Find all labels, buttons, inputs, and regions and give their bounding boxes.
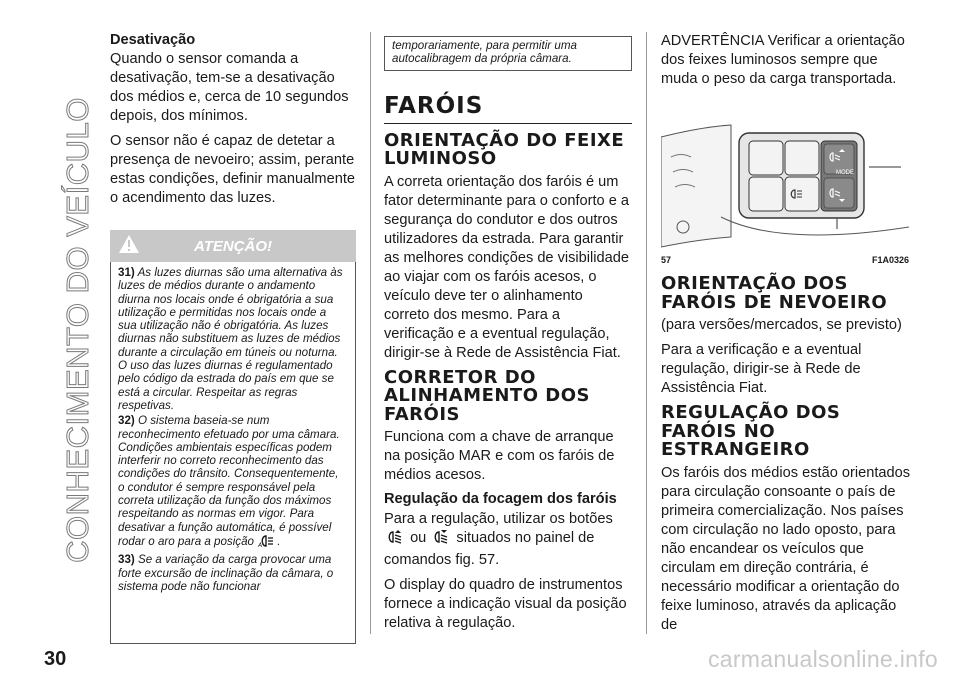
figure-57	[661, 97, 909, 265]
warning-note-31	[118, 266, 348, 412]
headlight-up-icon	[384, 529, 406, 551]
text: Para a regulação, utilizar os botões	[384, 511, 613, 528]
paragraph: Os faróis dos médios estão orientados para circulação consoante o país de primeira comercialização. Nos países com circulação no lado oposto, para não encandear os veículos que circulam em direção contrária, é necessário modificar a orientação do feixe luminoso, através da aplicação de	[661, 464, 911, 633]
column-2	[384, 32, 632, 639]
text: ou	[410, 530, 427, 547]
control-panel-illustration	[661, 97, 909, 255]
watermark: carmanualsonline.info	[707, 646, 938, 672]
note-text: Se a variação da carga provocar uma forte excursão de inclinação da câmara, o sistema pode não funcionar	[118, 553, 334, 593]
warning-box	[110, 262, 356, 644]
warning-label: ATENÇÃO!	[193, 237, 273, 255]
section-heading: ORIENTAÇÃO DO FEIXE LUMINOSO	[384, 129, 625, 170]
note-number: 32)	[118, 414, 135, 428]
note-text: As luzes diurnas são uma alternativa às luzes de médios durante o andamento diurna nos locais onde é obrigatória a sua utilização e permitidas nos locais onde a sua utilização não é obrigatória. As luzes diurnas não substituem as luzes de médios durante a circulação em túneis ou noturna. O uso das luzes diurnas é regulamentado pelo código da estrada do país em que se está a circular. Respeitar as regras respetivas.	[118, 266, 343, 412]
paragraph: Funciona com a chave de arranque na posição MAR e com os faróis de médios acesos.	[384, 429, 615, 484]
section-heading: REGULAÇÃO DOS FARÓIS NO ESTRANGEIRO	[661, 402, 841, 460]
paragraph: Para a verificação e a eventual regulação, dirigir-se à Rede de Assistência Fiat.	[661, 342, 862, 396]
warning-box-continuation	[384, 36, 632, 71]
subheading: Regulação da focagem dos faróis	[384, 491, 617, 508]
paragraph	[384, 510, 632, 570]
section-heading: CORRETOR DO ALINHAMENTO DOS FARÓIS	[384, 366, 590, 425]
figure-number: 57	[661, 255, 672, 265]
column-1	[110, 32, 356, 644]
headlight-down-icon	[430, 529, 452, 551]
section-heading: ORIENTAÇÃO DOS FARÓIS DE NEVOEIRO	[661, 273, 888, 313]
text: situados no painel de comandos fig. 57.	[384, 530, 595, 569]
paragraph: O display do quadro de instrumentos fornece a indicação visual da posição relativa à regulação.	[384, 577, 627, 632]
note-end: .	[277, 534, 281, 548]
note-text: temporariamente, para permitir uma autocalibragem da própria câmara.	[392, 39, 577, 66]
column-divider	[370, 32, 371, 634]
warning-triangle-icon	[118, 234, 140, 259]
paragraph: ADVERTÊNCIA Verificar a orientação dos feixes luminosos sempre que muda o peso da carga transportada.	[661, 33, 905, 87]
chapter-heading: FARÓIS	[384, 93, 632, 124]
note-number: 31)	[118, 266, 135, 279]
paragraph: (para versões/mercados, se previsto)	[661, 317, 902, 333]
chapter-title-text: CONHECIMENTO DO VEÍCULO	[60, 97, 95, 563]
paragraph: O sensor não é capaz de detetar a presença de nevoeiro; assim, perante estas condições, definir manualmente o acendimento das luzes.	[110, 133, 355, 206]
chapter-side-title	[58, 30, 98, 630]
svg-text:A: A	[258, 541, 263, 548]
figure-code: F1A0326	[871, 255, 909, 265]
heading-desativacao: Desativação	[110, 32, 196, 48]
paragraph: Quando o sensor comanda a desativação, tem-se a desativação dos médios e, cerca de 10 segundos depois, dos mínimos.	[110, 51, 349, 124]
warning-note-33	[118, 553, 348, 593]
paragraph: A correta orientação dos faróis é um fator determinante para o conforto e a segurança do condutor e dos outros utilizadores da estrada. Para garantir as melhores condições de visibilidade ao viajar com os faróis acesos, o veículo deve ter o alinhamento correto dos mesmo. Para a verificação e a eventual regulação, dirigir-se à Rede de Assistência Fiat.	[384, 173, 630, 361]
note-number: 33)	[118, 553, 135, 567]
mode-label: MODE	[836, 170, 854, 176]
warning-header	[110, 230, 356, 262]
column-3	[661, 32, 911, 641]
column-divider	[646, 32, 647, 634]
page-number: 30	[44, 648, 67, 670]
note-text: O sistema baseia-se num reconhecimento efetuado por uma câmara. Condições ambientais específicas podem interferir no correto reconhecimento das condições do trânsito. Consequentemente, o condutor é sempre responsável pela correta utilização da função dos máximos respeitando as normas em vigor. Para desativar a função automática, é possível rodar o aro para a posição	[118, 414, 340, 548]
auto-high-beam-icon	[257, 534, 277, 551]
warning-note-32	[118, 414, 348, 551]
